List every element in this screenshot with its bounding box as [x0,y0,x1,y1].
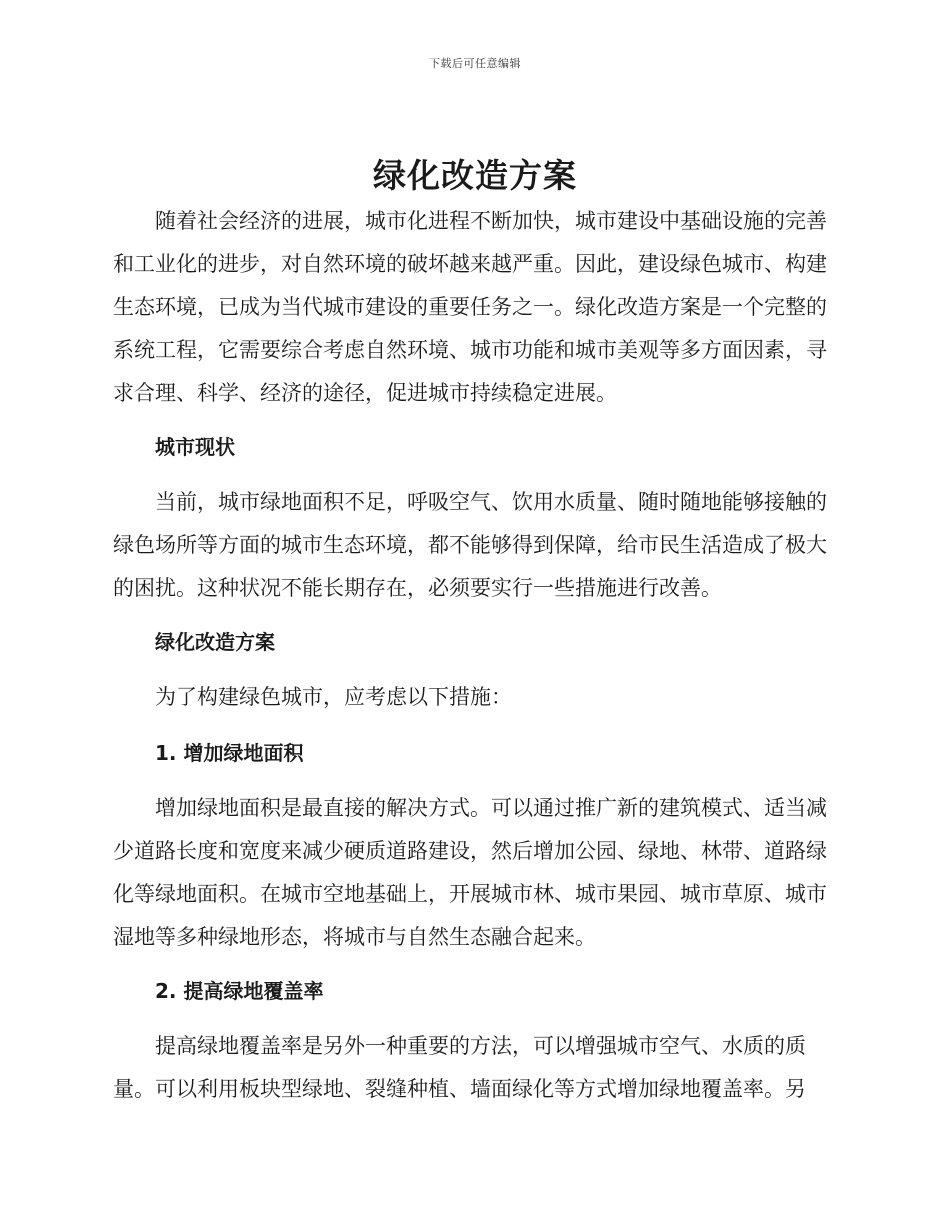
section-heading-status: 城市现状 [155,435,235,459]
section-heading-measure-2: 2. 提高绿地覆盖率 [155,979,324,1003]
section-heading-plan: 绿化改造方案 [155,630,275,654]
section-paragraph-measure-2: 提高绿地覆盖率是另外一种重要的方法，可以增强城市空气、水质的质量。可以利用板块型绿地、裂缝种植、墙面绿化等方式增加绿地覆盖率。另 [113,1034,806,1101]
document-body [113,200,835,1111]
section-paragraph-status: 当前，城市绿地面积不足，呼吸空气、饮用水质量、随时随地能够接触的绿色场所等方面的城市生态环境，都不能够得到保障，给市民生活造成了极大的困扰。这种状况不能长期存在，必须要实行一些措施进行改善。 [113,490,827,600]
intro-paragraph: 随着社会经济的进展，城市化进程不断加快，城市建设中基础设施的完善和工业化的进步，对自然环境的破坏越来越严重。因此，建设绿色城市、构建生态环境，已成为当代城市建设的重要任务之一。绿化改造方案是一个完整的系统工程，它需要综合考虑自然环境、城市功能和城市美观等多方面因素，寻求合理、科学、经济的途径，促进城市持续稳定进展。 [113,209,827,405]
section-heading-measure-1: 1. 增加绿地面积 [155,741,304,765]
header-note: 下载后可任意编辑 [429,57,521,70]
section-lead-plan: 为了构建绿色城市，应考虑以下措施： [155,685,512,709]
section-paragraph-measure-1: 增加绿地面积是最直接的解决方式。可以通过推广新的建筑模式、适当减少道路长度和宽度来减少硬质道路建设，然后增加公园、绿地、林带、道路绿化等绿地面积。在城市空地基础上，开展城市林、城市果园、城市草原、城市湿地等多种绿地形态，将城市与自然生态融合起来。 [113,796,827,949]
document-title: 绿化改造方案 [373,156,577,195]
